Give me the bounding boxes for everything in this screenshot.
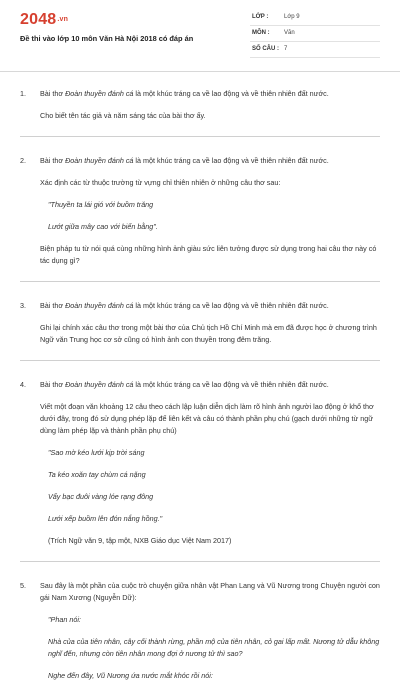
meta-label: SỐ CÂU : (252, 46, 279, 52)
meta-label: MÔN : (252, 30, 270, 36)
question-ask: Xác định các từ thuộc trường từ vựng chỉ thiên nhiên ở những câu thơ sau: (40, 178, 281, 187)
question-number: 5. (20, 581, 26, 590)
question-divider (20, 281, 380, 282)
question-lead (40, 155, 380, 167)
question-number: 4. (20, 380, 26, 389)
meta-value: Lớp 9 (284, 14, 300, 20)
question-lead: Sau đây là một phần của cuộc trò chuyện giữa nhân vật Phan Lang và Vũ Nương trong Chuyện người con gái Nam Xương (Nguyễn Dữ): (40, 581, 380, 602)
poem-line: Lướt giữa mây cao với biển bằng". (48, 222, 158, 231)
question-ask: Cho biết tên tác giả và năm sáng tác của bài thơ ấy. (40, 111, 206, 120)
poem-line: Ta kéo xoăn tay chùm cá nặng (48, 470, 146, 479)
lead-text: Bài thơ (40, 156, 66, 165)
meta-value: Văn (284, 30, 295, 36)
question-list (0, 88, 400, 682)
question-lead (40, 379, 380, 391)
logo-text: 2048 (20, 11, 57, 28)
question-lead (40, 88, 380, 100)
dialogue-line: "Phan nói: (48, 615, 81, 624)
lead-text: là một khúc tráng ca về lao động và về thiên nhiên đất nước. (133, 380, 329, 389)
question-divider (20, 136, 380, 137)
question-3 (0, 300, 400, 346)
lead-text: Bài thơ (40, 89, 66, 98)
poem-title: Đoàn thuyền đánh cá (65, 156, 134, 165)
poem-source: (Trích Ngữ văn 9, tập một, NXB Giáo dục Việt Nam 2017) (48, 536, 232, 545)
lead-text: là một khúc tráng ca về lao động và về thiên nhiên đất nước. (133, 89, 329, 98)
poem-title: Đoàn thuyền đánh cá (65, 380, 134, 389)
question-divider (20, 561, 380, 562)
poem-line: "Thuyền ta lái gió với buồm trăng (48, 200, 154, 209)
poem-title: Đoàn thuyền đánh cá (65, 89, 134, 98)
question-1 (0, 88, 400, 122)
document-title: Đề thi vào lớp 10 môn Văn Hà Nội 2018 có đáp án (20, 34, 194, 43)
question-5 (0, 580, 400, 682)
question-divider (20, 360, 380, 361)
question-2 (0, 155, 400, 267)
question-lead (40, 300, 380, 312)
dialogue-line: Nhà của của tiên nhân, cây cối thành rừng, phần mộ của tiên nhân, cỏ gai lấp mất. Nương tử dẫu không nghĩ đến, nhưng còn tiên nhân mong đợi ở nương tử thì sao? (48, 637, 380, 658)
meta-row-grade (250, 10, 380, 26)
question-number: 2. (20, 156, 26, 165)
dialogue-line: Nghe đến đây, Vũ Nương ứa nước mắt khóc rồi nói: (48, 671, 213, 680)
lead-text: là một khúc tráng ca về lao động và về thiên nhiên đất nước. (133, 301, 329, 310)
exam-meta-table (250, 10, 380, 58)
meta-row-subject (250, 26, 380, 42)
meta-label: LỚP : (252, 14, 269, 20)
poem-line: Vẩy bạc đuôi vàng lóe rạng đông (48, 492, 154, 501)
poem-title: Đoàn thuyền đánh cá (65, 301, 134, 310)
site-logo[interactable] (20, 12, 68, 28)
logo-tld: .vn (57, 16, 69, 23)
lead-text: Bài thơ (40, 301, 66, 310)
poem-line: Lưới xếp buồm lên đón nắng hồng." (48, 514, 163, 523)
question-4 (0, 379, 400, 547)
meta-value: 7 (284, 46, 288, 52)
question-ask: Ghi lại chính xác câu thơ trong một bài thơ của Chủ tịch Hồ Chí Minh mà em đã được học ở chương trình Ngữ văn Trung học cơ sở cũng có hình ảnh con thuyền trong đêm trăng. (40, 323, 377, 344)
question-ask: Biện pháp tu từ nói quá cùng những hình ảnh giàu sức liên tưởng được sử dụng trong hai câu thơ này có tác dụng gì? (40, 244, 377, 265)
poem-line: "Sao mờ kéo lưới kịp trời sáng (48, 448, 145, 457)
question-number: 1. (20, 89, 26, 98)
lead-text: là một khúc tráng ca về lao động và về thiên nhiên đất nước. (133, 156, 329, 165)
question-number: 3. (20, 301, 26, 310)
lead-text: Bài thơ (40, 380, 66, 389)
page-header (0, 0, 400, 72)
question-ask: Viết một đoạn văn khoảng 12 câu theo cách lập luận diễn dịch làm rõ hình ảnh người lao động ở khổ thơ dưới đây, trong đó sử dụng phép lặp để liên kết và câu có thành phần phụ chú (gạch dưới những từ ngữ dùng làm phép lặp và thành phần phụ chú) (40, 402, 374, 435)
meta-row-question-count (250, 42, 380, 58)
